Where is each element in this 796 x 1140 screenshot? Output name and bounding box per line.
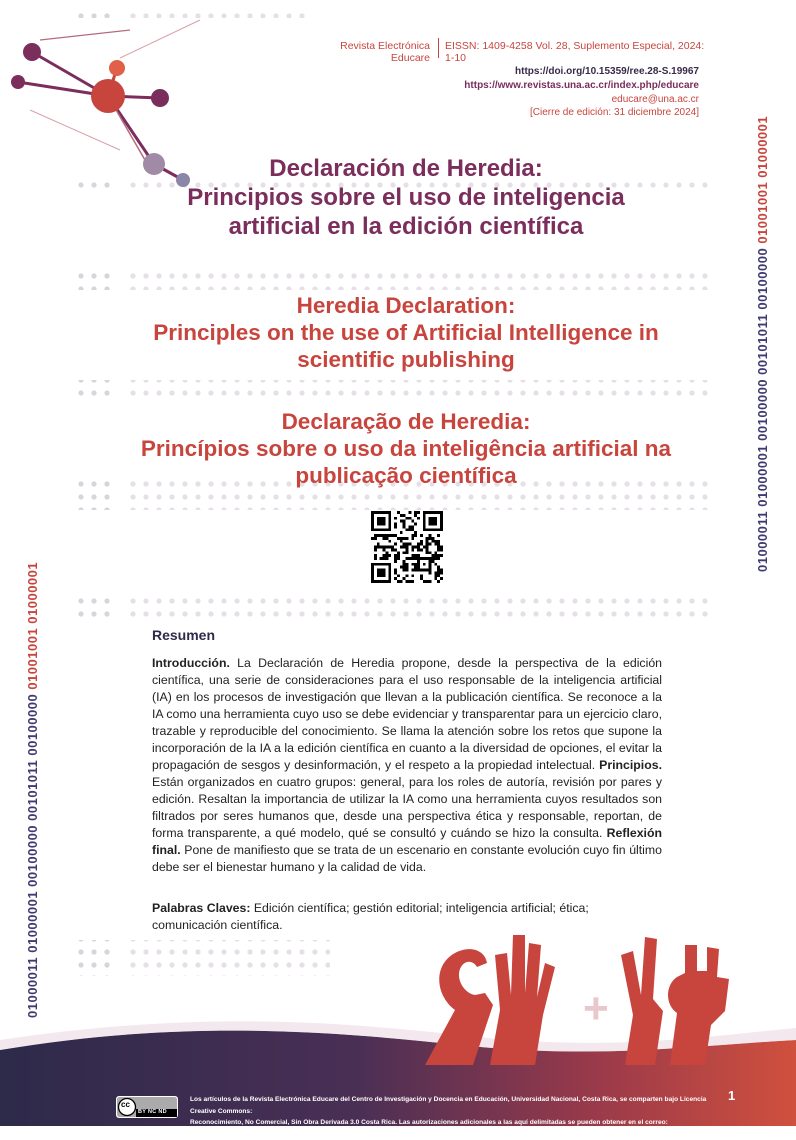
- cc-terms: BY NC ND: [138, 1109, 167, 1115]
- plus-sign: +: [583, 984, 609, 1033]
- title-english-line: scientific publishing: [297, 347, 515, 372]
- principles-text: Están organizados en cuatro grupos: general, para los roles de autoría, revisión por pares y edición. Resaltan la importancia de utilizar la IA como una herramienta cuyos resultados son filtrados por seres humanos que, desde una perspectiva ética y responsable, reportan, de forma transparente, a qué modelo, qué se consultó y cuándo se hizo la consulta.: [152, 774, 662, 840]
- title-english-line: Principles on the use of Artificial Intelligence in: [153, 320, 659, 345]
- creative-commons-icon[interactable]: [116, 1096, 178, 1118]
- cc-label: cc: [121, 1100, 130, 1109]
- title-english: [90, 292, 722, 373]
- keywords-text: Edición científica; gestión editorial; inteligencia artificial; ética; comunicación científica.: [152, 901, 589, 932]
- binary-decoration-right: [755, 116, 770, 572]
- hands-graphic: [415, 915, 755, 1065]
- license-text: [190, 1094, 710, 1140]
- intro-label: Introducción.: [152, 656, 230, 670]
- reflection-text: Pone de manifiesto que se trata de un escenario en constante evolución cuyo fin último debe ser el bienestar humano y la calidad de vida.: [152, 842, 662, 874]
- title-spanish: [90, 155, 722, 241]
- journal-url-link[interactable]: https://www.revistas.una.ac.cr/index.php/educare: [464, 80, 699, 91]
- doi-link[interactable]: https://doi.org/10.15359/ree.28-S.19967: [515, 66, 699, 77]
- title-portuguese: [90, 408, 722, 489]
- page-number: 1: [728, 1088, 736, 1103]
- title-portuguese-line: Princípios sobre o uso da inteligência artificial na: [140, 436, 672, 461]
- title-english-line: Heredia Declaration:: [296, 293, 516, 318]
- title-spanish-line: Declaración de Heredia:: [269, 155, 543, 182]
- binary-decoration-left: [25, 562, 40, 1018]
- binary-segment: 01001001 01000001: [755, 115, 770, 244]
- title-portuguese-line: publicação científica: [295, 463, 517, 488]
- principles-label: Principios.: [599, 757, 662, 772]
- keywords-label: Palabras Claves:: [152, 901, 251, 915]
- binary-segment: 01000011 01000001 00100000 00101011 00100000: [755, 243, 770, 572]
- title-spanish-line: artificial en la edición científica: [228, 212, 584, 240]
- qr-code-icon[interactable]: [371, 511, 443, 583]
- reflection-label: Reflexión final.: [152, 825, 662, 857]
- license-line: Los artículos de la Revista Electrónica Educare del Centro de Investigación y Docencia en Educación, Universidad Nacional, Costa Rica, se comparten bajo Licencia Creative Commons:: [190, 1096, 707, 1115]
- header-separator: [438, 38, 439, 58]
- issn-line: EISSN: 1409-4258 Vol. 28, Suplemento Especial, 2024: 1-10: [445, 40, 705, 64]
- intro-text: La Declaración de Heredia propone, desde la perspectiva de la edición científica, una serie de consideraciones para el uso responsable de la inteligencia artificial (IA) en los procesos de investigación que llevan a la publicación científica. Se reconoce a la IA como una herramienta cuyo uso se debe evidenciar y transparentar para un ejercicio claro, trazable y reproducible del conocimiento. Se llama la atención sobre los retos que supone la incorporación de la IA a la edición científica en cuanto a la diversidad de opciones, el evitar la propagación de sesgos y desinformación, y el respeto a la propiedad intelectual.: [152, 656, 662, 772]
- license-line: Reconocimiento, No Comercial, Sin Obra Derivada 3.0 Costa Rica. Las autorizaciones adicionales a las aquí delimitadas se pueden obtener en el correo: educare@una.ac.cr: [190, 1119, 668, 1138]
- abstract-heading: Resumen: [152, 627, 216, 643]
- journal-email-link[interactable]: educare@una.ac.cr: [611, 94, 699, 105]
- title-spanish-line: Principios sobre el uso de inteligencia: [187, 183, 625, 211]
- abstract-body: [152, 655, 662, 876]
- binary-segment: 01000011 01000001 00100000 00101011 00100000: [25, 689, 40, 1018]
- title-portuguese-line: Declaração de Heredia:: [281, 409, 531, 434]
- binary-segment: 01001001 01000001: [25, 561, 40, 690]
- journal-name: Revista Electrónica Educare: [340, 40, 430, 64]
- closing-date: [Cierre de edición: 31 diciembre 2024]: [530, 107, 699, 118]
